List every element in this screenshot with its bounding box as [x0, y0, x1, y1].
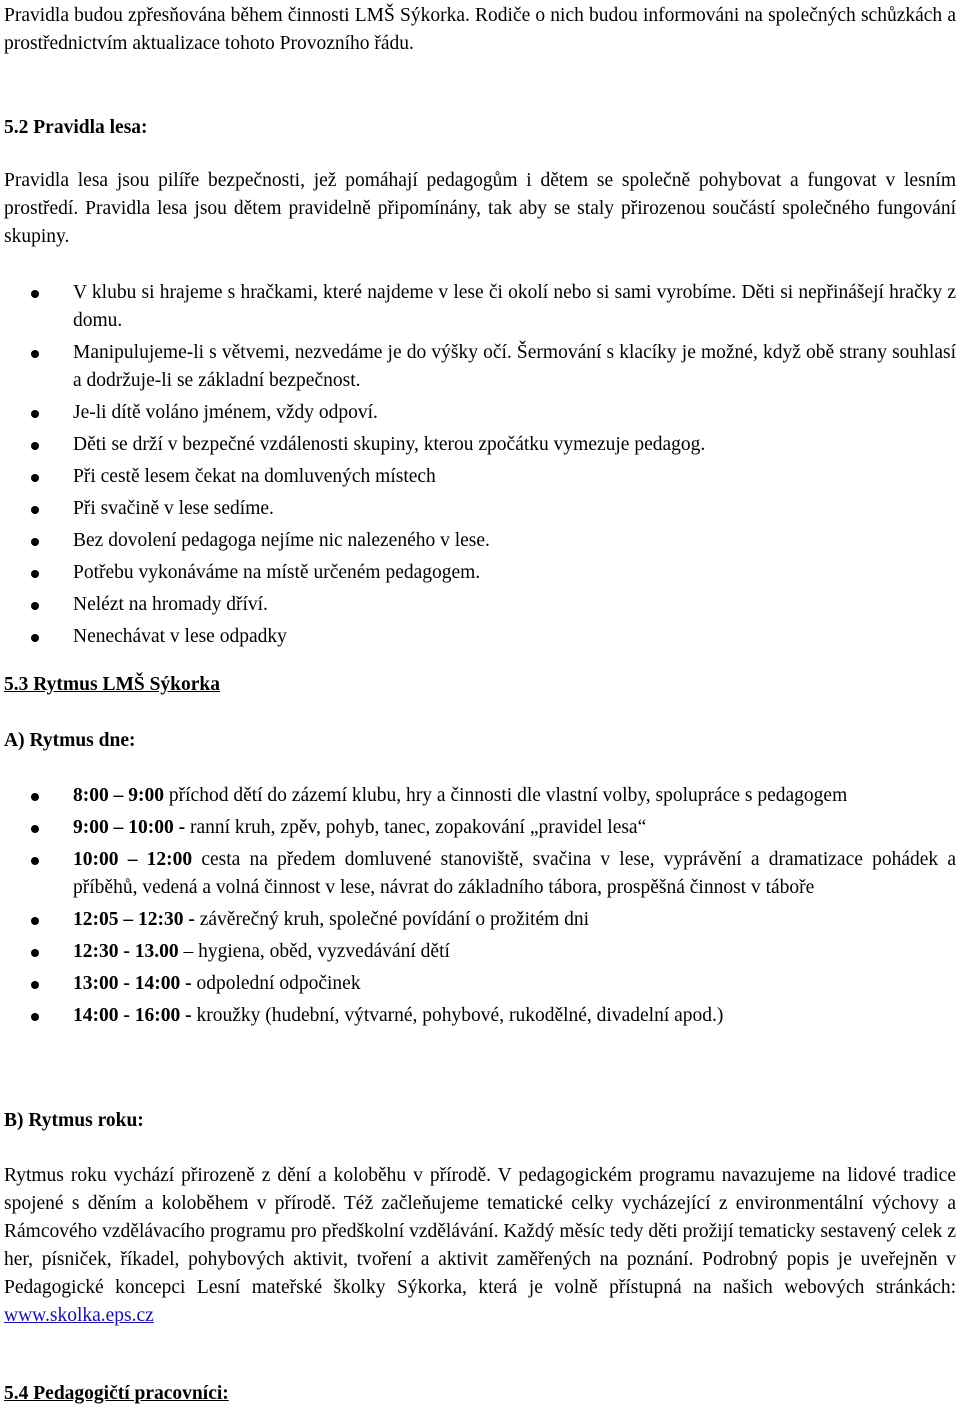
bullet-icon	[31, 917, 39, 925]
schedule-item	[0, 906, 956, 934]
schedule-entry	[73, 906, 956, 934]
schedule-entry	[73, 814, 956, 842]
day-rhythm-heading: A) Rytmus dne:	[4, 730, 136, 751]
year-rhythm-paragraph	[4, 1162, 956, 1330]
schedule-item	[0, 814, 956, 842]
section-5-2-heading: 5.2 Pravidla lesa:	[4, 117, 148, 138]
schedule-time: 8:00 – 9:00	[73, 785, 164, 806]
year-rhythm-heading: B) Rytmus roku:	[4, 1110, 144, 1131]
forest-rules-list	[0, 279, 956, 655]
bullet-icon	[31, 442, 39, 450]
schedule-entry	[73, 1002, 956, 1030]
rule-item	[0, 339, 956, 395]
rule-item	[0, 623, 956, 651]
rule-text: Potřebu vykonáváme na místě určeném pedagogem.	[73, 562, 481, 583]
rule-text: Je-li dítě voláno jménem, vždy odpoví.	[73, 402, 378, 423]
rule-item	[0, 495, 956, 523]
section-5-2-paragraph: Pravidla lesa jsou pilíře bezpečnosti, jež pomáhají pedagogům i dětem se společně pohybovat a fungovat v lesním prostředí. Pravidla lesa jsou dětem pravidelně připomínány, tak aby se staly přirozenou součástí společného fungování skupiny.	[4, 170, 956, 247]
bullet-icon	[31, 949, 39, 957]
schedule-time: 10:00 – 12:00	[73, 849, 193, 870]
intro-paragraph: Pravidla budou zpřesňována během činnosti LMŠ Sýkorka. Rodiče o nich budou informováni na společných schůzkách a prostřednictvím aktualizace tohoto Provozního řádu.	[4, 5, 956, 54]
schedule-activity: cesta na předem domluvené stanoviště, svačina v lese, vyprávění a dramatizace pohádek a příběhů, vedená a volná činnost v lese, návrat do základního tábora, prospěšná činnost v táboře	[73, 849, 956, 898]
bullet-icon	[31, 350, 39, 358]
schedule-item	[0, 1002, 956, 1030]
rule-text: Nenechávat v lese odpadky	[73, 626, 287, 647]
schedule-entry	[73, 970, 956, 998]
schedule-activity: ranní kruh, zpěv, pohyb, tanec, zopakování „pravidel lesa“	[185, 817, 647, 838]
schedule-time: 13:00 - 14:00 -	[73, 973, 192, 994]
bullet-icon	[31, 634, 39, 642]
schedule-activity: příchod dětí do zázemí klubu, hry a činnosti dle vlastní volby, spolupráce s pedagogem	[164, 785, 848, 806]
rule-text: Při svačině v lese sedíme.	[73, 498, 274, 519]
website-link[interactable]: www.skolka.eps.cz	[4, 1305, 154, 1326]
bullet-icon	[31, 981, 39, 989]
schedule-item	[0, 970, 956, 998]
section-5-3-heading: 5.3 Rytmus LMŠ Sýkorka	[4, 674, 221, 695]
schedule-item	[0, 938, 956, 966]
rule-text: Nelézt na hromady dříví.	[73, 594, 268, 615]
bullet-icon	[31, 602, 39, 610]
bullet-icon	[31, 538, 39, 546]
schedule-activity: – hygiena, oběd, vyzvedávání dětí	[178, 941, 450, 962]
rule-item	[0, 591, 956, 619]
schedule-time: 12:05 – 12:30 -	[73, 909, 195, 930]
bullet-icon	[31, 857, 39, 865]
rule-item	[0, 279, 956, 335]
schedule-item	[0, 782, 956, 810]
bullet-icon	[31, 506, 39, 514]
rule-text: Bez dovolení pedagoga nejíme nic nalezeného v lese.	[73, 530, 490, 551]
bullet-icon	[31, 793, 39, 801]
schedule-entry	[73, 846, 956, 902]
rule-item	[0, 399, 956, 427]
schedule-time: 9:00 – 10:00 -	[73, 817, 186, 838]
rule-text: Děti se drží v bezpečné vzdálenosti skupiny, kterou zpočátku vymezuje pedagog.	[73, 434, 706, 455]
schedule-time: 12:30 - 13.00	[73, 941, 179, 962]
section-5-4-heading: 5.4 Pedagogičtí pracovníci:	[4, 1383, 229, 1404]
schedule-entry	[73, 782, 956, 810]
rule-item	[0, 559, 956, 587]
year-rhythm-text: Rytmus roku vychází přirozeně z dění a koloběhu v přírodě. V pedagogickém programu navazujeme na lidové tradice spojené s děním a koloběhem v přírodě. Též začleňujeme tematické celky vycházející z environmentální výchovy a Rámcového vzdělávacího programu pro předškolní vzdělávání. Každý měsíc tedy děti prožijí tematicky sestavený celek z her, písniček, říkadel, pohybových aktivit, tvoření a aktivit zaměřených na poznání. Podrobný popis je uveřejněn v Pedagogické koncepci Lesní mateřské školky Sýkorka, která je volně přístupná na našich webových stránkách:	[4, 1165, 956, 1298]
rule-text: Při cestě lesem čekat na domluvených místech	[73, 466, 436, 487]
schedule-activity: odpolední odpočinek	[191, 973, 361, 994]
rule-text: V klubu si hrajeme s hračkami, které najdeme v lese či okolí nebo si sami vyrobíme. Děti si nepřinášejí hračky z domu.	[73, 282, 956, 331]
rule-item	[0, 463, 956, 491]
schedule-time: 14:00 - 16:00 -	[73, 1005, 192, 1026]
rule-item	[0, 527, 956, 555]
schedule-activity: závěrečný kruh, společné povídání o prožitém dni	[194, 909, 590, 930]
schedule-item	[0, 846, 956, 902]
schedule-entry	[73, 938, 956, 966]
day-schedule-list	[0, 782, 956, 1034]
schedule-activity: kroužky (hudební, výtvarné, pohybové, rukodělné, divadelní apod.)	[191, 1005, 724, 1026]
bullet-icon	[31, 1013, 39, 1021]
rule-item	[0, 431, 956, 459]
bullet-icon	[31, 474, 39, 482]
bullet-icon	[31, 570, 39, 578]
bullet-icon	[31, 290, 39, 298]
bullet-icon	[31, 825, 39, 833]
rule-text: Manipulujeme-li s větvemi, nezvedáme je do výšky očí. Šermování s klacíky je možné, když obě strany souhlasí a dodržuje-li se základní bezpečnost.	[73, 342, 956, 391]
bullet-icon	[31, 410, 39, 418]
